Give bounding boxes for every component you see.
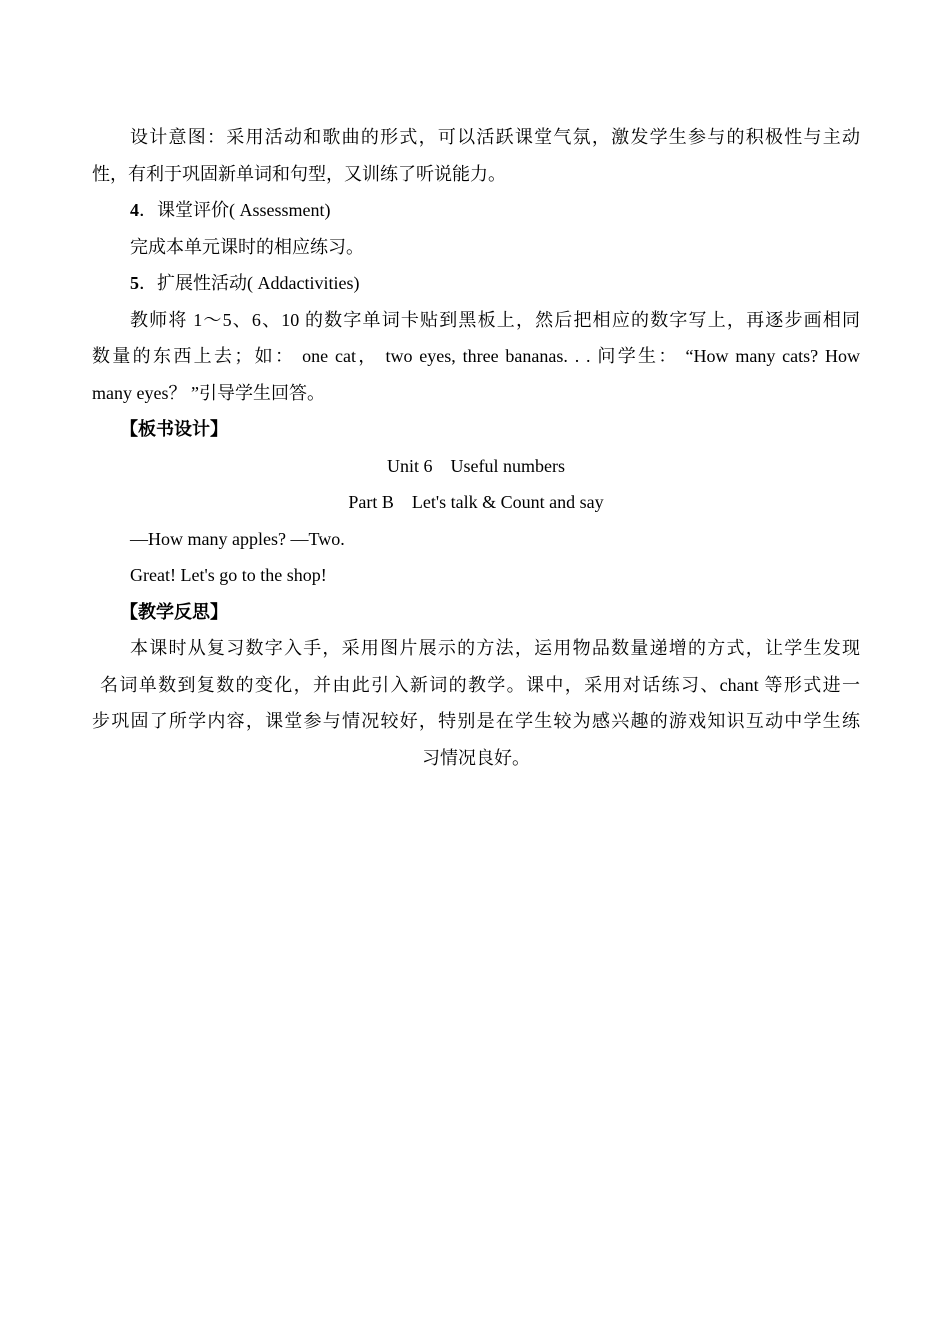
reflection-line-2: 名词单数到复数的变化，并由此引入新词的教学。课中，采用对话练习、chant 等形式进一 <box>100 674 860 695</box>
reflection-paragraph <box>92 630 860 776</box>
design-intent-line-2: 性，有利于巩固新单词和句型，又训练了听说能力。 <box>92 163 506 184</box>
reflection-line-3: 步巩固了所学内容，课堂参与情况较好，特别是在学生较为感兴趣的游戏知识互动中学生练 <box>92 711 860 731</box>
board-unit-title-text: Unit 6 Useful numbers <box>387 455 565 476</box>
section-5-line-1: 教师将 1～5、6、10 的数字单词卡贴到黑板上，然后把相应的数字写上，再逐步画相同 <box>130 309 860 330</box>
board-part-title <box>92 484 860 521</box>
reflection-heading: 【教学反思】 <box>120 601 228 622</box>
section-5-paragraph <box>92 302 860 412</box>
design-intent-line-1: 设计意图：采用活动和歌曲的形式，可以活跃课堂气氛，激发学生参与的积极性与主动 <box>130 127 860 147</box>
section-5-line-3: many eyes？ ”引导学生回答。 <box>92 382 325 403</box>
section-5-line-2: 数量的东西上去；如： one cat， two eyes, three bananas. . . 问学生： “How many cats? How <box>92 346 860 366</box>
document-page <box>92 119 860 776</box>
section-5-number: 5 <box>130 273 139 293</box>
board-part-title-text: Part B Let's talk & Count and say <box>348 492 604 512</box>
section-4-heading <box>92 192 860 229</box>
section-5-title: ．扩展性活动( Addactivities) <box>139 273 360 293</box>
board-dialogue-2: Great! Let's go to the shop! <box>130 565 327 585</box>
section-4-number: 4 <box>130 200 139 220</box>
reflection-line-4: 习情况良好。 <box>422 747 530 768</box>
board-dialogue-1: —How many apples? —Two. <box>130 528 345 549</box>
section-4-title: ．课堂评价( Assessment) <box>139 200 331 220</box>
section-5-heading <box>92 265 860 302</box>
board-unit-title <box>92 448 860 485</box>
board-design-heading: 【板书设计】 <box>120 419 228 439</box>
design-intent-paragraph <box>92 119 860 192</box>
section-4-body: 完成本单元课时的相应练习。 <box>130 236 364 257</box>
reflection-line-1: 本课时从复习数字入手，采用图片展示的方法，运用物品数量递增的方式，让学生发现 <box>130 638 860 658</box>
